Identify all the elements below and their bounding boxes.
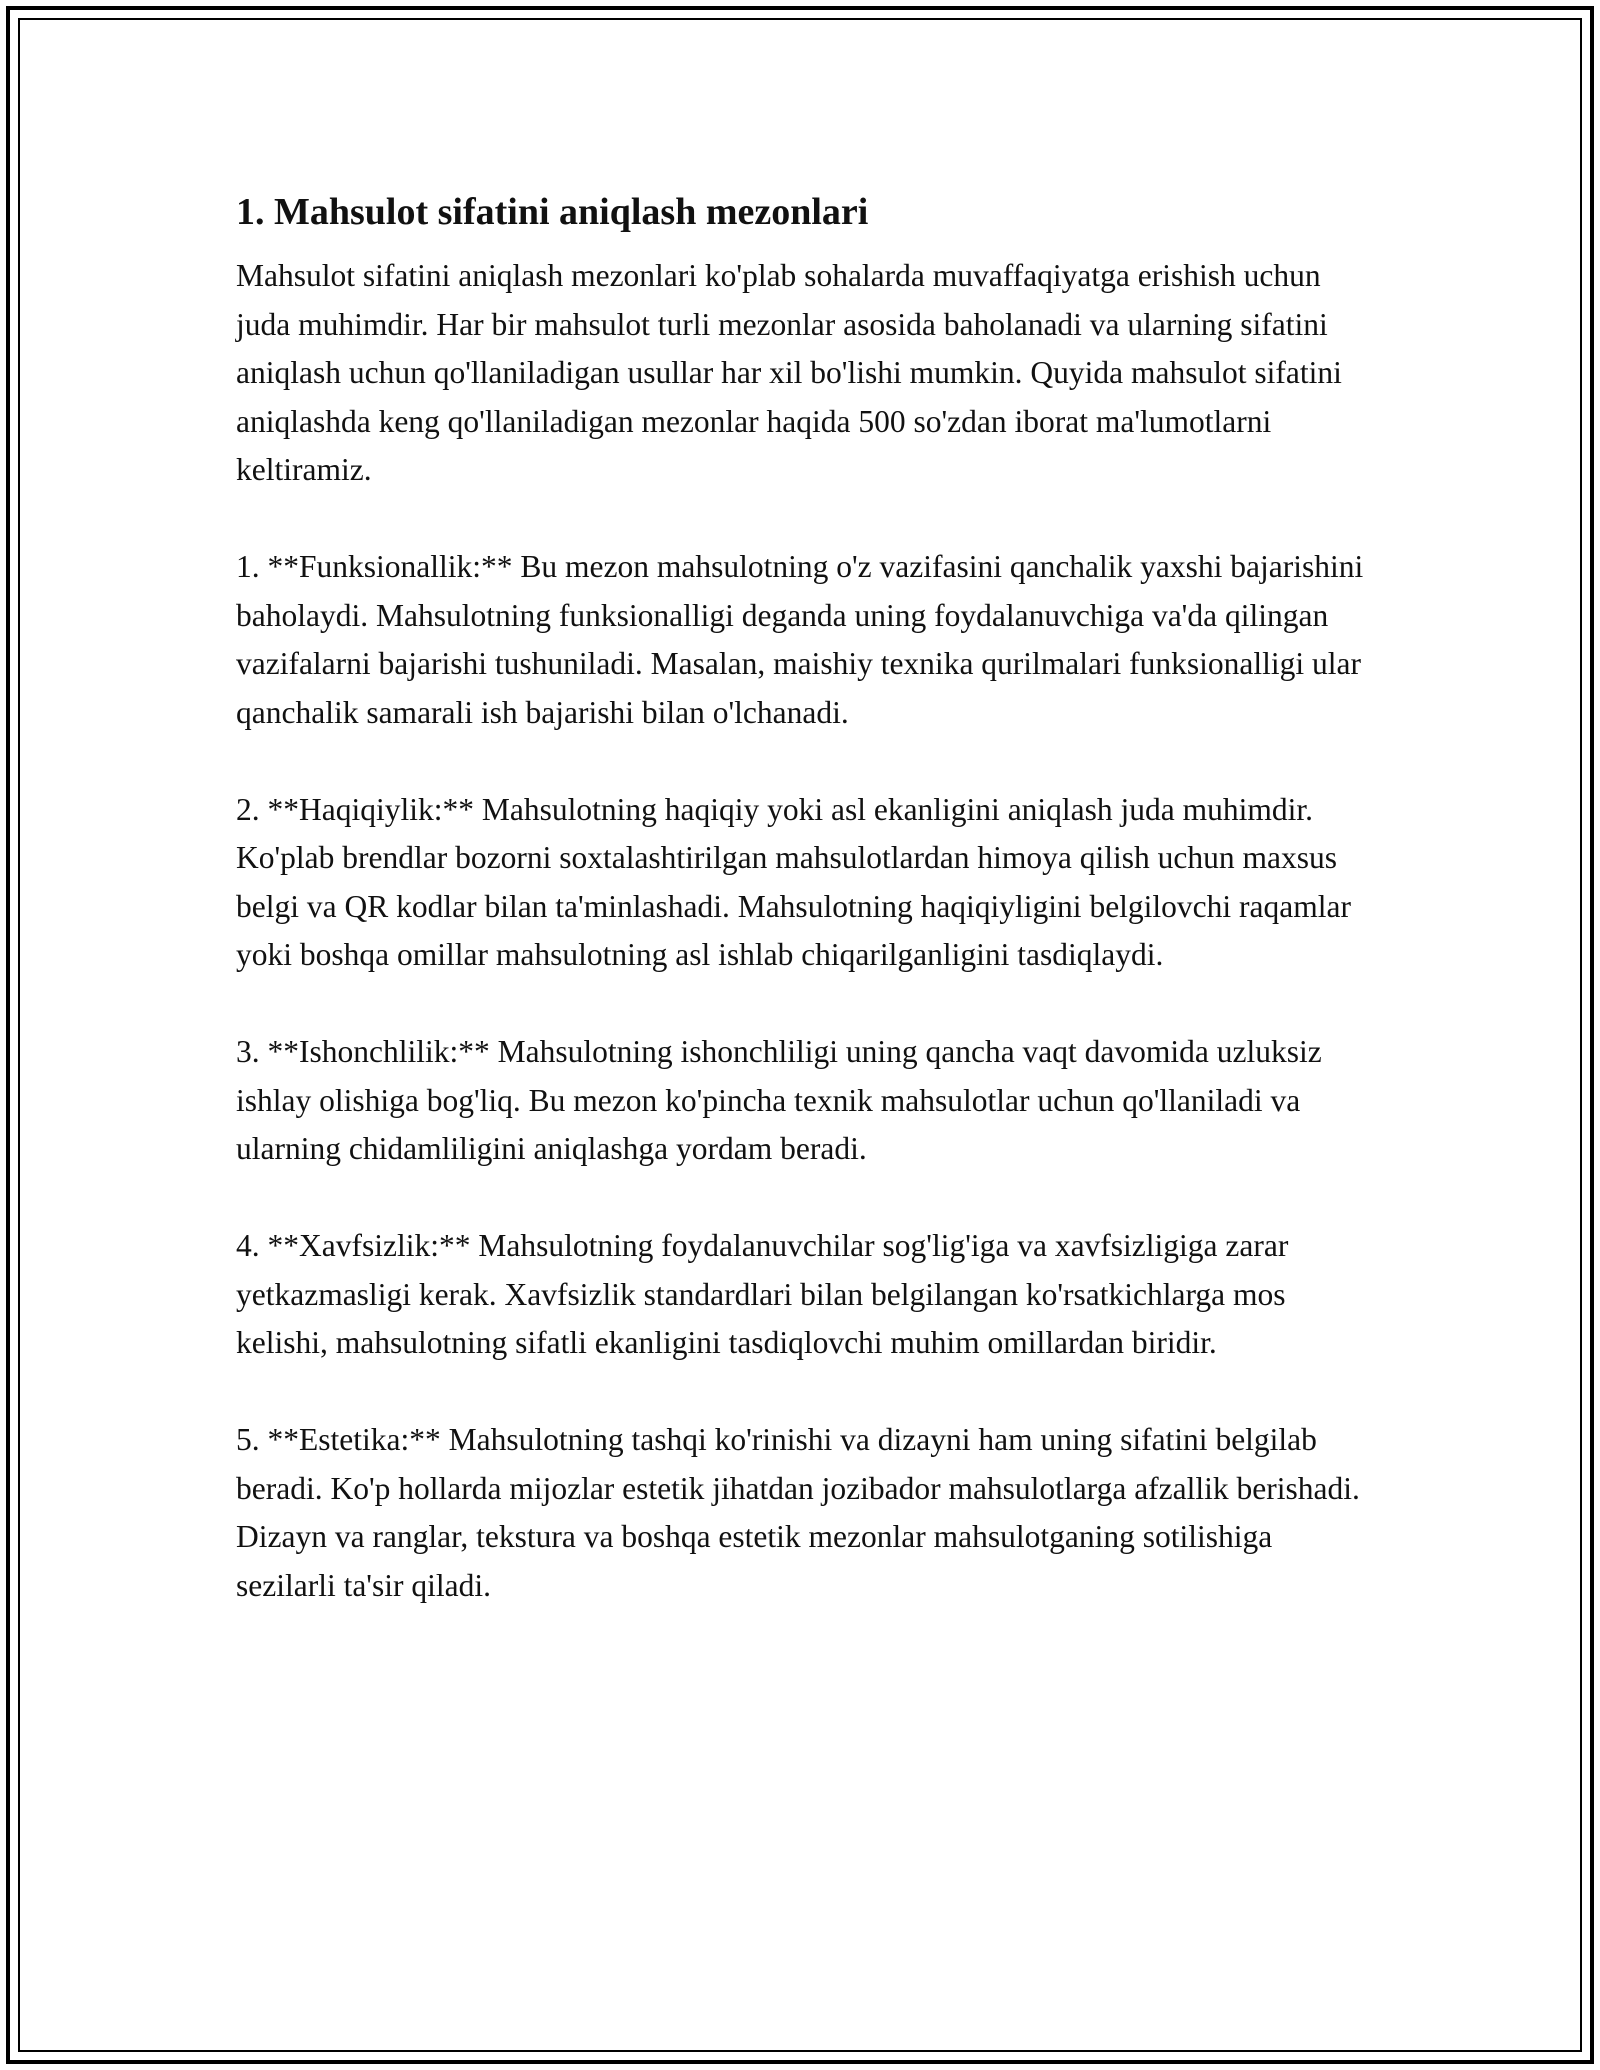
document-title: 1. Mahsulot sifatini aniqlash mezonlari <box>236 191 869 233</box>
criterion-safety: 4. **Xavfsizlik:** Mahsulotning foydalanuvchilar sog'lig'iga va xavfsizligiga zarar yetkazmasligi kerak. Xavfsizlik standardlari bilan belgilangan ko'rsatkichlarga mos kelishi, mahsulotning sifatli ekanligini tasdiqlovchi muhim omillardan biridir. <box>236 1228 1289 1360</box>
criterion-aesthetics: 5. **Estetika:** Mahsulotning tashqi ko'rinishi va dizayni ham uning sifatini belgilab beradi. Ko'p hollarda mijozlar estetik jihatdan jozibador mahsulotlarga afzallik berishadi. Dizayn va ranglar, tekstura va boshqa estetik mezonlar mahsulotganing sotilishiga sezilarli ta'sir qiladi. <box>236 1422 1360 1603</box>
criterion-functionality: 1. **Funksionallik:** Bu mezon mahsulotning o'z vazifasini qanchalik yaxshi bajarishini baholaydi. Mahsulotning funksionalligi deganda uning foydalanuvchiga va'da qilingan vazifalarni bajarishi tushuniladi. Masalan, maishiy texnika qurilmalari funksionalligi ular qanchalik samarali ish bajarishi bilan o'lchanadi. <box>236 549 1364 730</box>
document-body <box>236 186 1376 1659</box>
criterion-authenticity: 2. **Haqiqiylik:** Mahsulotning haqiqiy yoki asl ekanligini aniqlash juda muhimdir. Ko'plab brendlar bozorni soxtalashtirilgan mahsulotlardan himoya qilish uchun maxsus belgi va QR kodlar bilan ta'minlashadi. Mahsulotning haqiqiyligini belgilovchi raqamlar yoki boshqa omillar mahsulotning asl ishlab chiqarilganligini tasdiqlaydi. <box>236 791 1351 972</box>
criterion-reliability: 3. **Ishonchlilik:** Mahsulotning ishonchliligi uning qancha vaqt davomida uzluksiz ishlay olishiga bog'liq. Bu mezon ko'pincha texnik mahsulotlar uchun qo'llaniladi va ularning chidamliligini aniqlashga yordam beradi. <box>236 1034 1322 1166</box>
intro-paragraph: Mahsulot sifatini aniqlash mezonlari ko'plab sohalarda muvaffaqiyatga erishish uchun juda muhimdir. Har bir mahsulot turli mezonlar asosida baholanadi va ularning sifatini aniqlash uchun qo'llaniladigan usullar har xil bo'lishi mumkin. Quyida mahsulot sifatini aniqlashda keng qo'llaniladigan mezonlar haqida 500 so'zdan iborat ma'lumotlarni keltiramiz. <box>236 258 1342 487</box>
